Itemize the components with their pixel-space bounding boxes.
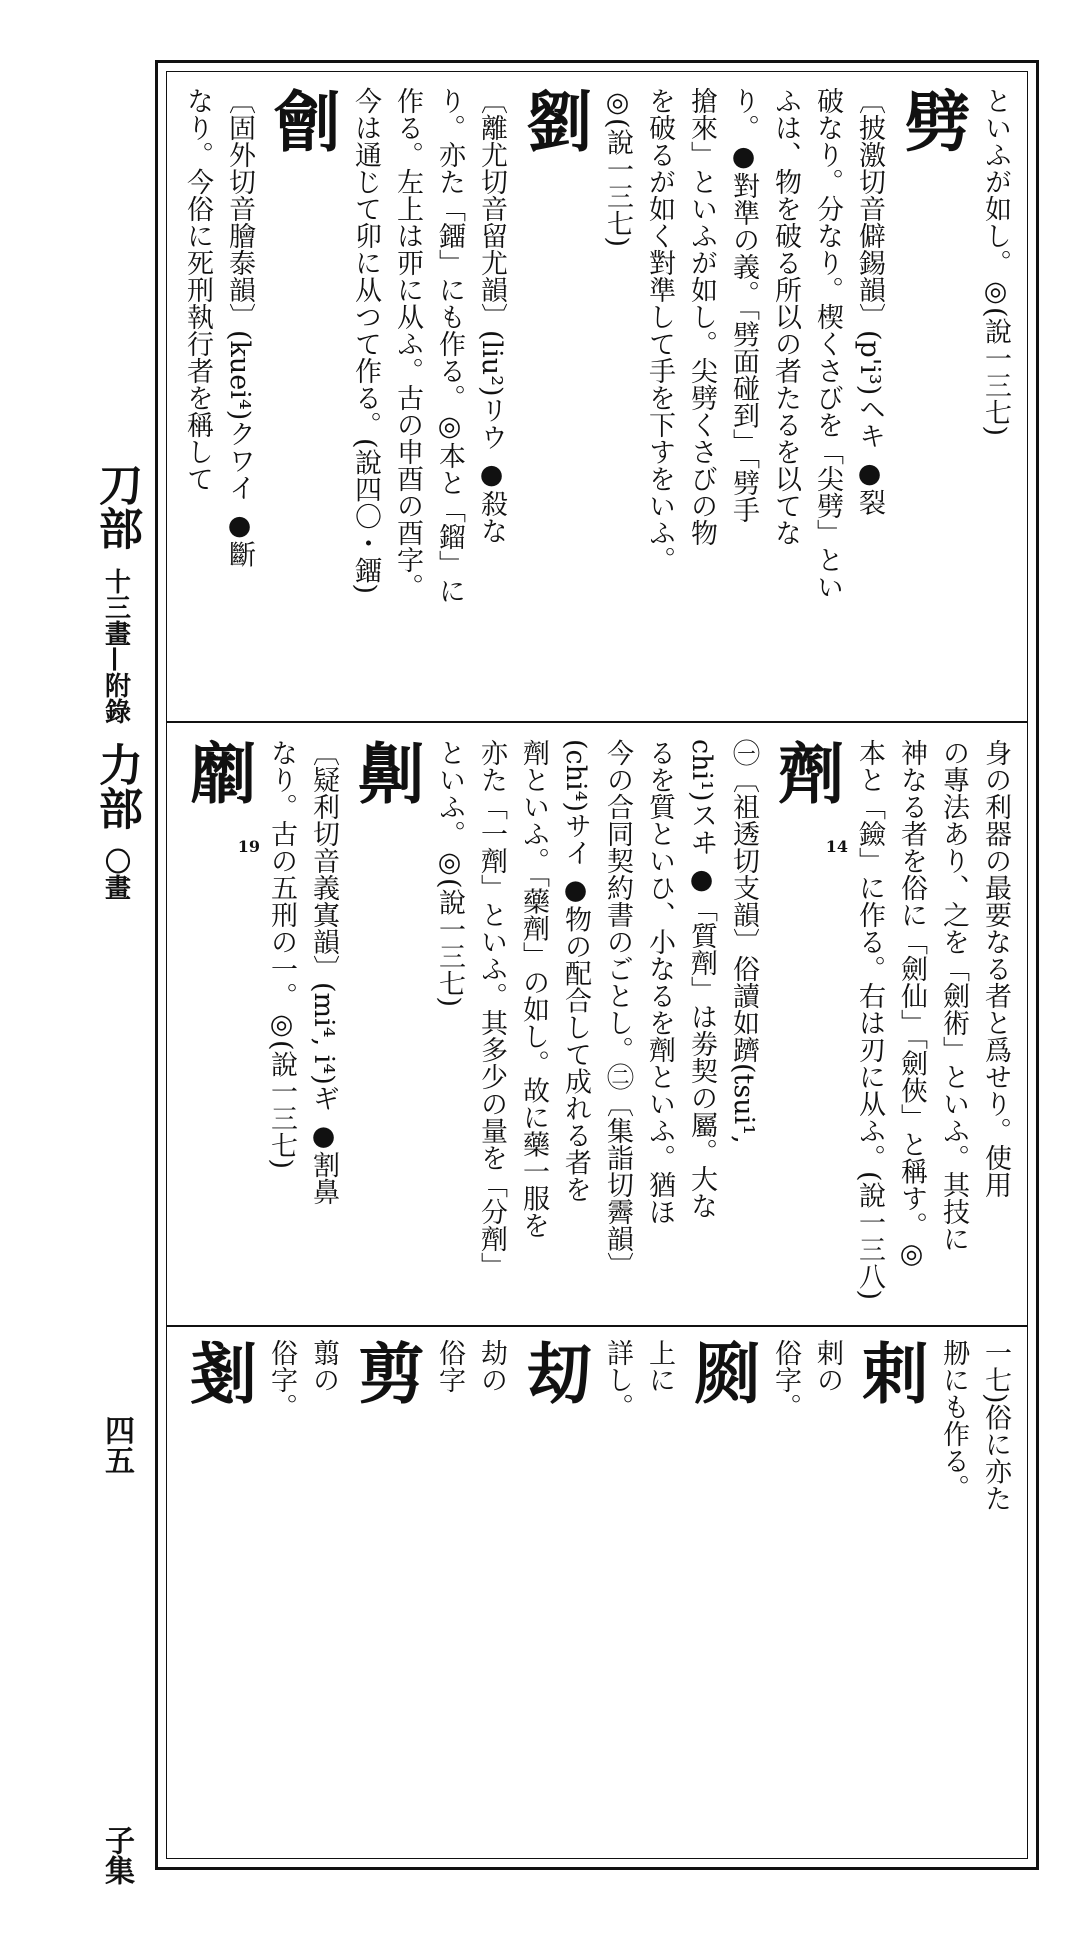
running-head-radical-right: 力	[91, 742, 142, 786]
entry-text: 俗字。	[770, 1339, 801, 1420]
continued-text: 身の利器の最要なる者と爲せり。使用	[980, 739, 1011, 1198]
dictionary-entry	[596, 87, 974, 711]
tier-2-lead	[848, 739, 1016, 1315]
continued-text: 一七)俗に亦た	[980, 1339, 1011, 1512]
tier-divider-1	[166, 721, 1028, 723]
headword: 劈	[893, 87, 971, 153]
entry-text: り。亦た「鐂」にも作る。◎本と「鎦」に	[434, 87, 465, 604]
entry-text: り。●對準の義。「劈面碰到」「劈手	[728, 87, 759, 523]
entry-text: 剌の	[812, 1339, 843, 1393]
dictionary-entry	[428, 739, 848, 1315]
running-head-radical-left: 刀	[91, 462, 142, 506]
dictionary-entry	[178, 739, 260, 1315]
tier-3	[178, 1339, 1016, 1859]
running-head-strokes: 〇畫	[100, 848, 131, 900]
entry-text: るを質といひ、小なるを劑といふ。猶ほ	[644, 739, 675, 1225]
dictionary-entry	[260, 739, 428, 1315]
entry-text: 〔披激切音僻錫韻〕(p'i³)ヘキ ●裂	[854, 87, 885, 516]
entry-text: 〔疑利切音義寘韻〕(mi⁴, i⁴)ギ ●割鼻	[308, 739, 339, 1206]
entry-text: 俗字。	[266, 1339, 297, 1420]
tier-1-lead: といふが如し。◎(說一三七)	[980, 87, 1011, 437]
headword: 劉	[515, 87, 593, 153]
dictionary-entry	[178, 87, 344, 711]
stroke-count: 14	[825, 837, 848, 856]
entry-text: 破なり。分なり。楔くさびを「尖劈」とい	[812, 87, 843, 600]
entry-text: 今の合同契約書のごとし。㊁〔集詣切霽韻〕	[602, 739, 633, 1279]
tier-3-lead	[932, 1339, 1016, 1859]
entry-text: といふ。◎(說一三七)	[434, 739, 465, 1008]
dictionary-entry	[344, 87, 596, 711]
dictionary-entry	[260, 1339, 428, 1859]
entry-text: 亦た「一劑」といふ。其多少の量を「分劑」	[476, 739, 507, 1279]
headword: 剪	[347, 1339, 425, 1405]
entry-text: 上に	[644, 1339, 675, 1393]
dictionary-entry	[428, 1339, 596, 1859]
page-number: 四五	[99, 1415, 134, 1475]
dictionary-entry	[764, 1339, 932, 1859]
continued-text: 本と「鐱」に作る。右は刃に从ふ。(說一三八)	[854, 739, 885, 1301]
tier-1-entries	[178, 87, 974, 711]
text-frame	[155, 60, 1039, 1870]
entry-text: 翦の	[308, 1339, 339, 1393]
running-head-radical-left-2: 部	[91, 506, 142, 550]
headword: 㓹	[683, 1339, 761, 1405]
running-head-radical-right-2: 部	[91, 786, 142, 830]
dictionary-entry	[596, 1339, 764, 1859]
entry-text: (chi⁴)サイ ●物の配合して成れる者を	[560, 739, 591, 1203]
headword: 劘19	[178, 739, 260, 1307]
continued-text: の專法あり、之を「劍術」といふ。其技に	[938, 739, 969, 1252]
entry-text: 詳し。	[602, 1339, 633, 1420]
entry-text: 作る。左上は丣に从ふ。古の申酉の酉字。	[392, 87, 423, 600]
entry-text: なり。今俗に死刑執行者を稱して	[182, 87, 213, 492]
headword: 劊	[263, 87, 341, 153]
entry-text: 劑といふ。「藥劑」の如し。故に藥一服を	[518, 739, 549, 1239]
headword: 劑14	[764, 739, 848, 1307]
tier-2	[178, 739, 1016, 1315]
entry-text: ふは、物を破る所以の者たるを以てな	[770, 87, 801, 546]
entry-text: なり。古の五刑の一。◎(說一三七)	[266, 739, 297, 1170]
tier-3-entries	[178, 1339, 932, 1859]
headword: 刧	[515, 1339, 593, 1405]
headword: 劓	[347, 739, 425, 805]
entry-text: 今は通じて卯に从つて作る。(說四〇・鐂)	[350, 87, 381, 595]
entry-text: 俗字	[434, 1339, 465, 1393]
entry-text: 搶來」といふが如し。尖劈くさびの物	[686, 87, 717, 546]
headword: 剌	[851, 1339, 929, 1405]
running-head	[88, 140, 144, 1240]
volume-label: 子集	[99, 1825, 134, 1885]
entry-text: 〔固外切音膾泰韻〕(kuei⁴)クワイ ●斷	[224, 87, 255, 568]
continued-text: 刱にも作る。	[938, 1339, 969, 1501]
entry-text: を破るが如く對準して手を下すをいふ。	[644, 87, 675, 573]
entry-text: chi¹)スヰ ●「質劑」は劵契の屬。大な	[686, 739, 717, 1220]
entry-text: 〔離尤切音留尤韻〕(liu²)リウ ●殺な	[476, 87, 507, 545]
entry-text: ㊀〔祖透切支韻〕俗讀如躋(tsui¹,	[728, 739, 759, 1144]
entry-text: ◎(說一三七)	[602, 87, 633, 248]
entry-text: 劫の	[476, 1339, 507, 1393]
tier-2-entries	[178, 739, 848, 1315]
stroke-count: 19	[237, 837, 260, 856]
tier-divider-2	[166, 1325, 1028, 1327]
continued-text: 神なる者を俗に「劍仙」「劍俠」と稱す。◎	[896, 739, 927, 1270]
headword: 剗	[179, 1339, 257, 1405]
running-head-range: 十三畫—附錄	[100, 568, 131, 724]
dictionary-entry	[178, 1339, 260, 1859]
tier-1	[178, 87, 1016, 711]
